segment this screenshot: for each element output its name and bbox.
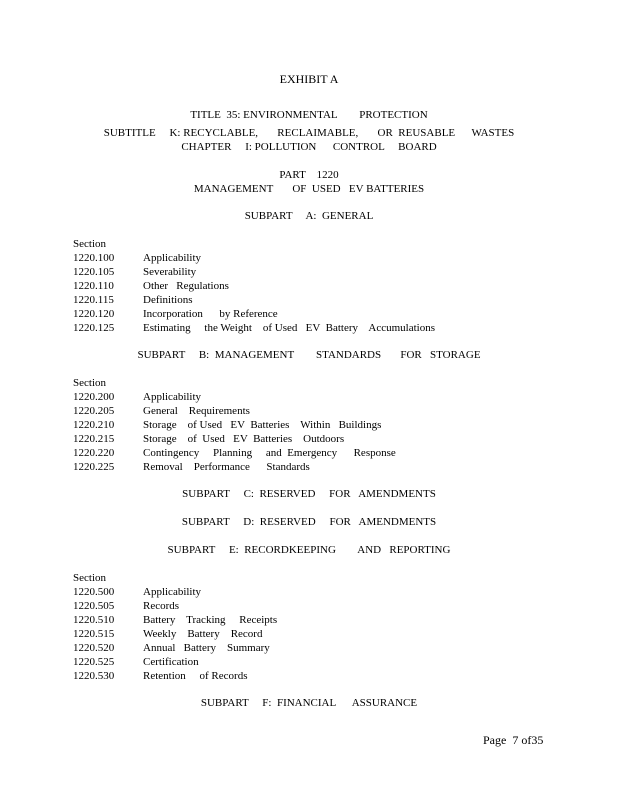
list-item: [73, 432, 553, 446]
part-number: PART 1220: [279, 169, 339, 181]
section-number: 1220.525: [73, 656, 115, 668]
section-title: Certification: [143, 656, 199, 668]
chapter-line: CHAPTER I: POLLUTION CONTROL BOARD: [181, 141, 437, 153]
list-item: [73, 669, 553, 683]
page-number: Page 7 of35: [483, 733, 544, 747]
section-title: Battery Tracking Receipts: [143, 614, 278, 626]
section-title: Records: [143, 600, 180, 612]
section-title: Applicability: [143, 391, 202, 403]
section-label: Section: [73, 572, 106, 584]
section-title: Severability: [143, 266, 197, 278]
subpart-c-heading: SUBPART C: RESERVED FOR AMENDMENTS: [182, 488, 436, 500]
section-number: 1220.220: [73, 447, 115, 459]
section-label: Section: [73, 238, 106, 250]
subpart-b-heading: SUBPART B: MANAGEMENT STANDARDS FOR STORAGE: [137, 349, 481, 361]
section-number: 1220.520: [73, 642, 115, 654]
section-number: 1220.530: [73, 670, 115, 682]
list-item: [73, 321, 553, 335]
list-item: [73, 404, 553, 418]
list-item: [73, 446, 553, 460]
section-number: 1220.210: [73, 419, 115, 431]
list-item: [73, 265, 553, 279]
section-number: 1220.125: [73, 322, 115, 334]
section-label-row: [73, 571, 553, 585]
list-item: [73, 627, 553, 641]
section-title: Estimating the Weight of Used EV Battery Accumulations: [143, 322, 435, 334]
section-title: Incorporation by Reference: [143, 308, 278, 320]
section-title: Removal Performance Standards: [143, 461, 310, 473]
section-title: Storage of Used EV Batteries Within Buildings: [143, 419, 382, 431]
subpart-b-section-list: [73, 376, 553, 474]
list-item: [73, 293, 553, 307]
section-number: 1220.100: [73, 252, 115, 264]
subtitle-line: SUBTITLE K: RECYCLABLE, RECLAIMABLE, OR REUSABLE WASTES: [103, 127, 515, 139]
section-title: Contingency Planning and Emergency Response: [143, 447, 396, 459]
section-title: Definitions: [143, 294, 193, 306]
section-number: 1220.515: [73, 628, 115, 640]
section-number: 1220.225: [73, 461, 115, 473]
list-item: [73, 599, 553, 613]
list-item: [73, 307, 553, 321]
title-line: TITLE 35: ENVIRONMENTAL PROTECTION: [190, 109, 428, 121]
section-title: Applicability: [143, 586, 202, 598]
section-title: Storage of Used EV Batteries Outdoors: [143, 433, 345, 445]
list-item: [73, 655, 553, 669]
list-item: [73, 613, 553, 627]
section-number: 1220.505: [73, 600, 115, 612]
section-number: 1220.205: [73, 405, 115, 417]
subpart-e-heading: SUBPART E: RECORDKEEPING AND REPORTING: [167, 544, 451, 556]
section-title: Applicability: [143, 252, 202, 264]
subpart-f-heading: SUBPART F: FINANCIAL ASSURANCE: [200, 697, 418, 709]
list-item: [73, 418, 553, 432]
list-item: [73, 390, 553, 404]
section-label-row: [73, 237, 553, 251]
section-label: Section: [73, 377, 106, 389]
part-name: MANAGEMENT OF USED EV BATTERIES: [193, 183, 425, 195]
section-number: 1220.215: [73, 433, 115, 445]
section-number: 1220.200: [73, 391, 115, 403]
section-number: 1220.120: [73, 308, 115, 320]
section-title: Annual Battery Summary: [143, 642, 270, 654]
section-number: 1220.105: [73, 266, 115, 278]
section-title: Weekly Battery Record: [143, 628, 263, 640]
list-item: [73, 585, 553, 599]
list-item: [73, 641, 553, 655]
list-item: [73, 279, 553, 293]
subpart-a-heading: SUBPART A: GENERAL: [244, 210, 374, 222]
subpart-a-section-list: [73, 237, 553, 335]
subpart-e-section-list: [73, 571, 553, 683]
section-title: General Requirements: [143, 405, 250, 417]
section-number: 1220.510: [73, 614, 115, 626]
section-title: Other Regulations: [143, 280, 229, 292]
list-item: [73, 251, 553, 265]
subpart-d-heading: SUBPART D: RESERVED FOR AMENDMENTS: [181, 516, 437, 528]
section-number: 1220.500: [73, 586, 115, 598]
exhibit-label: EXHIBIT A: [279, 72, 339, 86]
section-number: 1220.115: [73, 294, 114, 306]
list-item: [73, 460, 553, 474]
section-label-row: [73, 376, 553, 390]
section-number: 1220.110: [73, 280, 114, 292]
section-title: Retention of Records: [143, 670, 248, 682]
